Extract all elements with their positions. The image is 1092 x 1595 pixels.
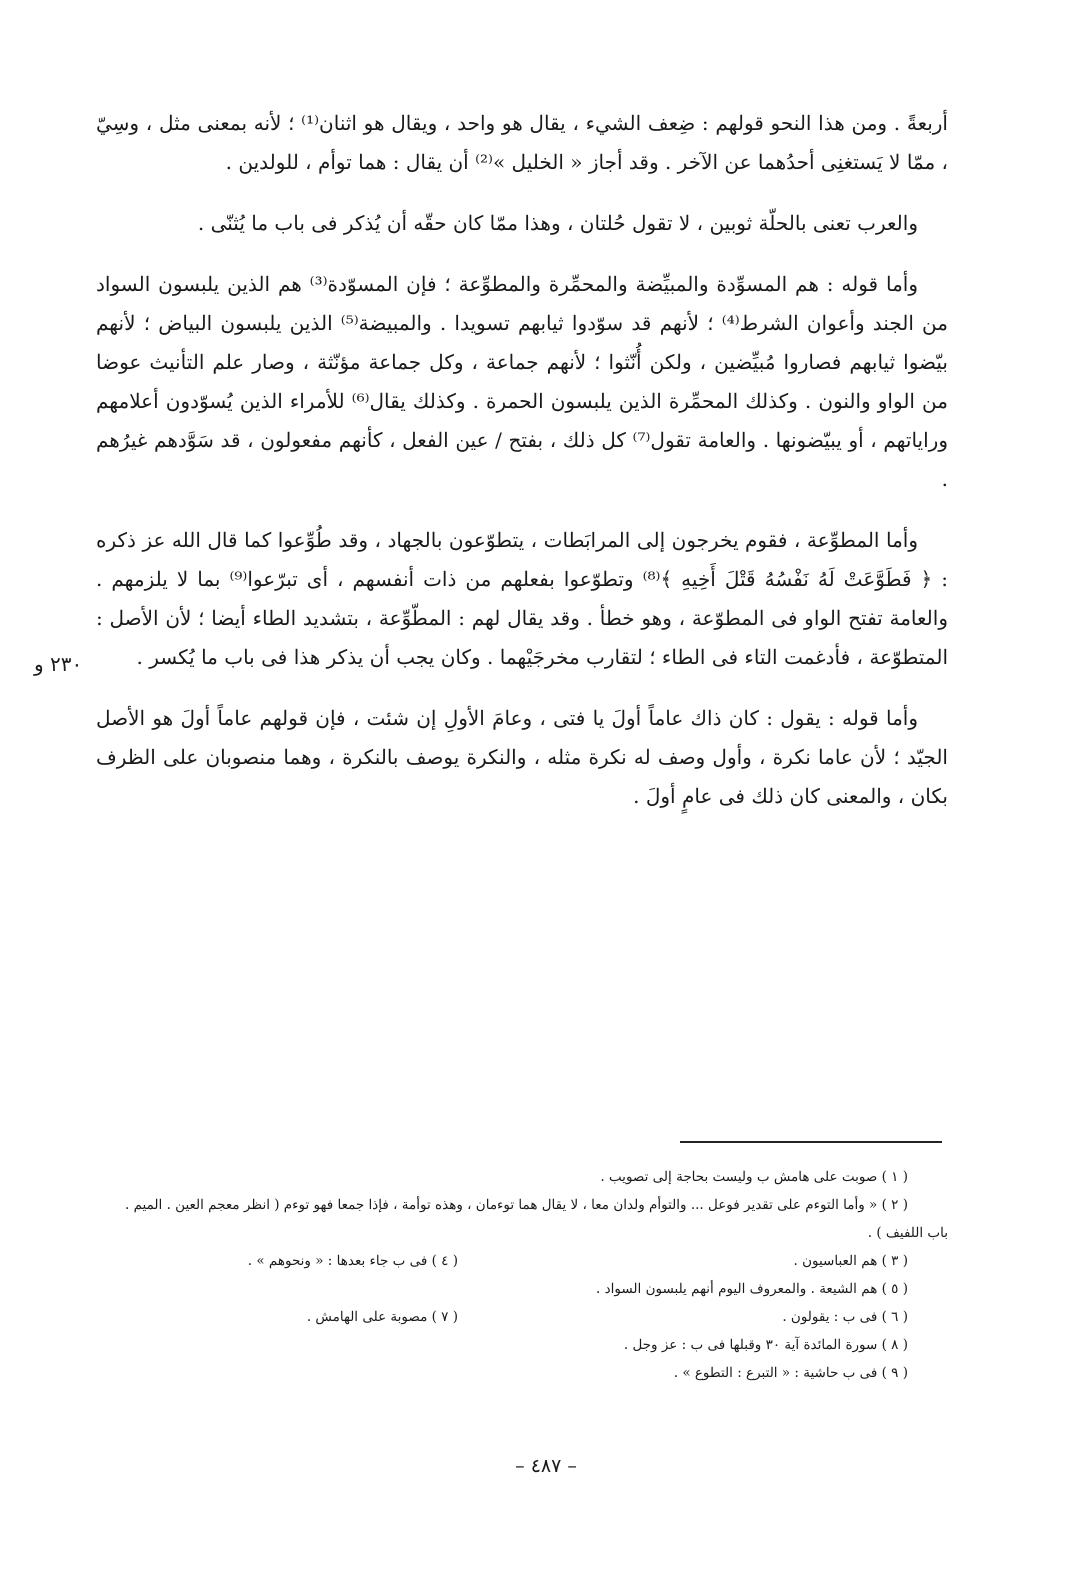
paragraph-5-text: وأما قوله : يقول : كان ذاك عاماً أولَ يا فتى ، وعامَ الأولِ إن شئت ، فإن قولهم عاماً أولَ هو الأصل الجيّد ؛ لأن عاما نكرة ، وأول وصف له نكرة مثله ، والنكرة يوصف بالنكرة ، وهما منصوبان على الظرف بكان ، والمعنى كان ذلك فى عامٍ أولَ . <box>96 706 948 808</box>
footnote-row-6-7 <box>108 1303 948 1331</box>
footnote-7: ( ٧ ) مصوبة على الهامش . <box>306 1309 458 1325</box>
footnote-2: ( ٢ ) « وأما التوءم على تقدير فوعل ... والتوأم ولدان معا ، لا يقال هما توءمان ، وهذه توأمة ، فإذا جمعا فهو توءم ( انظر معجم العين . الميم . باب اللفيف ) . <box>124 1197 948 1241</box>
paragraph-2 <box>96 204 948 243</box>
paragraph-1: أربعةً . ومن هذا النحو قولهم : ضِعف الشيء ، يقال هو واحد ، ويقال هو اثنان⁽¹⁾ ؛ لأنه بمعنى مثل ، وسِيّ ، ممّا لا يَستغنِى أحدُهما عن الآخر . وقد أجاز « الخليل »⁽²⁾ أن يقال : هما توأم ، للولدين . <box>96 111 948 174</box>
paragraph-4 <box>96 521 948 677</box>
footnote-3: ( ٣ ) هم العباسيون . <box>793 1253 908 1269</box>
footnote-9: ( ٩ ) فى ب حاشية : « التبرع : التطوع » . <box>673 1365 908 1381</box>
paragraph-2-text: والعرب تعنى بالحلّة ثوبين ، لا تقول حُلتان ، وهذا ممّا كان حقّه أن يُذكر فى باب ما يُثنّى . <box>197 211 918 235</box>
page-number: – ٤٨٧ – <box>515 1455 577 1477</box>
footnotes <box>108 1163 948 1387</box>
footnote-row-3-4 <box>108 1247 948 1275</box>
paragraph-5 <box>96 699 948 816</box>
footnote-6: ( ٦ ) فى ب : يقولون . <box>782 1309 908 1325</box>
paragraph-4-text: وأما المطوِّعة ، فقوم يخرجون إلى المرابَطات ، يتطوّعون بالجهاد ، وقد طُوِّعوا كما قال الله عز ذكره : ﴿ فَطَوَّعَتْ لَهُ نَفْسُهُ قَتْلَ أَخِيهِ ﴾⁽⁸⁾ وتطوّعوا بفعلهم من ذات أنفسهم ، أى تبرّعوا⁽⁹⁾ بما لا يلزمهم . والعامة تفتح الواو فى المطوّعة ، وهو خطأ . وقد يقال لهم : المطّوِّعة ، بتشديد الطاء أيضا ؛ لأن الأصل : المتطوّعة ، فأدغمت التاء فى الطاء ؛ لتقارب مخرجَيْهما . وكان يجب أن يذكر هذا فى باب ما يُكسر . <box>96 528 949 669</box>
paragraph-3 <box>96 265 948 499</box>
folio-marginal-note: ٢٣٠ و <box>34 652 83 676</box>
footnote-separator <box>680 1141 942 1143</box>
footnote-8: ( ٨ ) سورة المائدة آية ٣٠ وقبلها فى ب : عز وجل . <box>623 1337 908 1353</box>
paragraph-3-text: وأما قوله : هم المسوِّدة والمبيِّضة والمحمِّرة والمطوِّعة ؛ فإن المسوّدة⁽³⁾ هم الذين يلبسون السواد من الجند وأعوان الشرط⁽⁴⁾ ؛ لأنهم قد سوّدوا ثيابهم تسويدا . والمبيضة⁽⁵⁾ الذين يلبسون البياض ؛ لأنهم بيّضوا ثيابهم فصاروا مُبيِّضين ، ولكن أُنّثوا ؛ لأنهم جماعة ، وكل جماعة مؤنّثة ، وصار علم التأنيث عوضا من الواو والنون . وكذلك المحمِّرة الذين يلبسون الحمرة . وكذلك يقال⁽⁶⁾ للأمراء الذين يُسوّدون أعلامهم وراياتهم ، أو يبيّضونها . والعامة تقول⁽⁷⁾ كل ذلك ، بفتح / عين الفعل ، كأنهم مفعولون ، قد سَوَّدهم غيرُهم . <box>96 272 948 491</box>
footnote-1: ( ١ ) صوبت على هامش ب وليست بحاجة إلى تصويب . <box>600 1169 908 1185</box>
main-text <box>96 104 948 838</box>
footnote-5: ( ٥ ) هم الشيعة . والمعروف اليوم أنهم يلبسون السواد . <box>596 1281 908 1297</box>
footnote-4: ( ٤ ) فى ب جاء بعدها : « ونحوهم » . <box>247 1253 458 1269</box>
